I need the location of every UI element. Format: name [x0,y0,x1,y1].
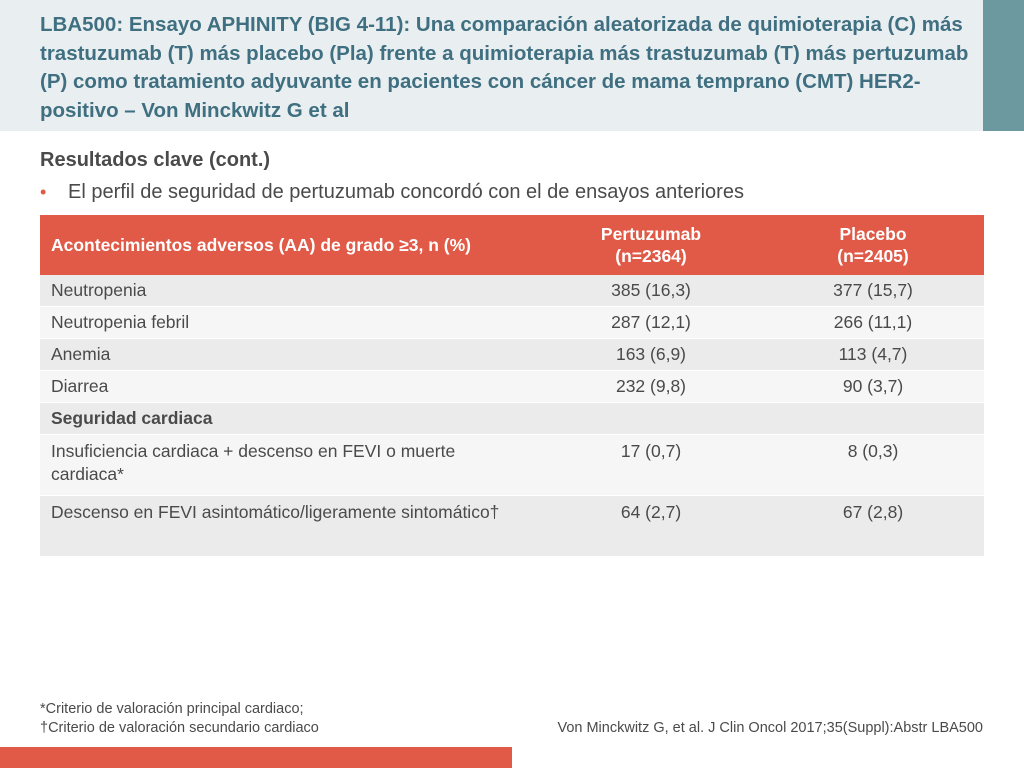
header-pertuzumab [540,215,762,275]
bullet-text: El perfil de seguridad de pertuzumab concordó con el de ensayos anteriores [68,181,744,203]
pertuzumab-value: 232 (9,8) [540,371,762,403]
table-section-row [40,403,984,435]
section-label: Seguridad cardiaca [40,403,540,435]
bullet-point [40,178,744,206]
placebo-value: 8 (0,3) [762,435,984,496]
title-banner [0,0,983,131]
pertuzumab-value: 64 (2,7) [540,496,762,557]
event-label: Neutropenia [40,275,540,307]
placebo-value: 67 (2,8) [762,496,984,557]
event-label: Neutropenia febril [40,307,540,339]
event-label: Insuficiencia cardiaca + descenso en FEVI o muerte cardiaca* [40,435,540,496]
pertuzumab-value: 287 (12,1) [540,307,762,339]
placebo-value: 113 (4,7) [762,339,984,371]
table-row [40,496,984,557]
header-placebo [762,215,984,275]
header-pertuzumab-n: (n=2364) [615,246,687,266]
table-row [40,307,984,339]
header-pertuzumab-name: Pertuzumab [600,224,702,244]
placebo-value: 377 (15,7) [762,275,984,307]
header-placebo-n: (n=2405) [837,246,909,266]
placebo-value [762,403,984,435]
pertuzumab-value: 385 (16,3) [540,275,762,307]
event-label: Anemia [40,339,540,371]
pertuzumab-value [540,403,762,435]
table-row [40,339,984,371]
slide-title: LBA500: Ensayo APHINITY (BIG 4-11): Una comparación aleatorizada de quimioterapia (C) más trastuzumab (T) más placebo (Pla) frente a quimioterapia más trastuzumab (T) más pertuzumab (P) como tratamiento adyuvante en pacientes con cáncer de mama temprano (CMT) HER2-positivo – Von Minckwitz G et al [40,13,969,122]
placebo-value: 90 (3,7) [762,371,984,403]
event-label: Descenso en FEVI asintomático/ligeramente sintomático† [40,496,540,557]
bullet-icon: • [40,182,47,202]
table-row [40,371,984,403]
header-placebo-name: Placebo [839,224,907,244]
event-label: Diarrea [40,371,540,403]
citation: Von Minckwitz G, et al. J Clin Oncol 2017;35(Suppl):Abstr LBA500 [557,720,983,736]
adverse-events-table [40,215,984,557]
section-subtitle: Resultados clave (cont.) [40,149,271,171]
header-event: Acontecimientos adversos (AA) de grado ≥3, n (%) [40,215,540,275]
footer-accent-bar [0,747,512,768]
placebo-value: 266 (11,1) [762,307,984,339]
table-row [40,275,984,307]
footnotes [40,700,319,738]
pertuzumab-value: 17 (0,7) [540,435,762,496]
title-banner-accent [983,0,1024,131]
pertuzumab-value: 163 (6,9) [540,339,762,371]
table-header-row [40,215,984,275]
footnote-primary: *Criterio de valoración principal cardiaco; [40,701,304,717]
footnote-secondary: †Criterio de valoración secundario cardiaco [40,720,319,736]
table-row [40,435,984,496]
